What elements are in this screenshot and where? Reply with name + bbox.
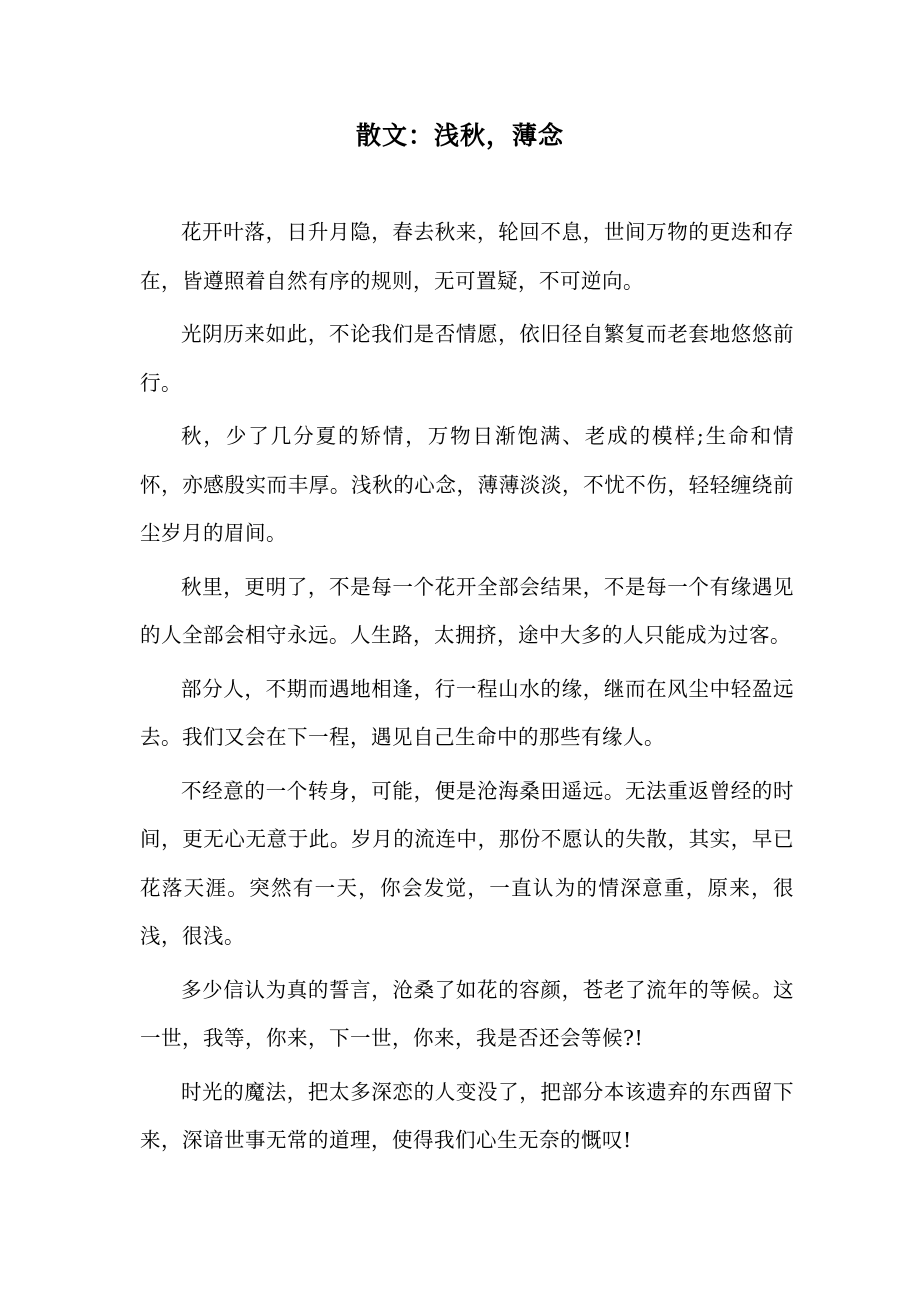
paragraph: 秋，少了几分夏的矫情，万物日渐饱满、老成的模样;生命和情怀，亦感殷实而丰厚。浅秋的心念，薄薄淡淡，不忧不伤，轻轻缠绕前尘岁月的眉间。: [140, 424, 794, 545]
document-title: 散文：浅秋，薄念: [355, 121, 564, 150]
paragraph: 秋里，更明了，不是每一个花开全部会结果，不是每一个有缘遇见的人全部会相守永远。人生路，太拥挤，途中大多的人只能成为过客。: [140, 574, 794, 647]
paragraph: 多少信认为真的誓言，沧桑了如花的容颜，苍老了流年的等候。这一世，我等，你来，下一世，你来，我是否还会等候?!: [140, 977, 794, 1050]
paragraph: 光阴历来如此，不论我们是否情愿，依旧径自繁复而老套地悠悠前行。: [140, 322, 794, 395]
paragraph: 不经意的一个转身，可能，便是沧海桑田遥远。无法重返曾经的时间，更无心无意于此。岁月的流连中，那份不愿认的失散，其实，早已花落天涯。突然有一天，你会发觉，一直认为的情深意重，原来，很浅，很浅。: [140, 778, 794, 948]
document-body: [140, 208, 794, 1170]
paragraph: 部分人，不期而遇地相逢，行一程山水的缘，继而在风尘中轻盈远去。我们又会在下一程，遇见自己生命中的那些有缘人。: [140, 676, 794, 749]
paragraph: 时光的魔法，把太多深恋的人变没了，把部分本该遗弃的东西留下来，深谙世事无常的道理，使得我们心生无奈的慨叹!: [140, 1079, 794, 1152]
paragraph: 花开叶落，日升月隐，春去秋来，轮回不息，世间万物的更迭和存在，皆遵照着自然有序的规则，无可置疑，不可逆向。: [140, 220, 794, 293]
